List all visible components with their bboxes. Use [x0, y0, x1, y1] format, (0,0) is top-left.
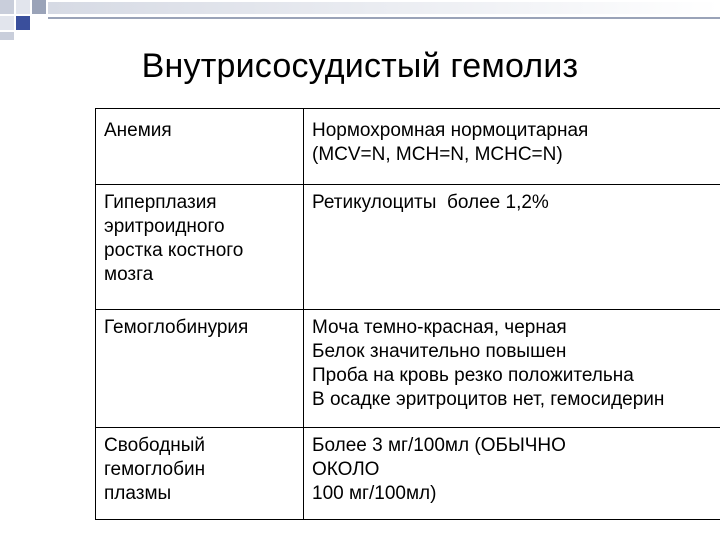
- row-label: [96, 109, 304, 185]
- row-label: [96, 184, 304, 310]
- table-row: [96, 184, 720, 310]
- slide-title: Внутрисосудистый гемолиз: [141, 47, 579, 85]
- row-label-line: эритроидного: [104, 215, 225, 237]
- table-row: [96, 428, 720, 520]
- row-label-line: Гемоглобинурия: [104, 317, 249, 339]
- row-value-line: В осадке эритроцитов нет, гемосидерин: [312, 389, 665, 411]
- row-value-line: Белок значительно повышен: [312, 341, 567, 363]
- table-row: [96, 109, 720, 185]
- row-value-line: Более 3 мг/100мл (ОБЫЧНО: [312, 435, 566, 457]
- row-label-line: ростка костного: [104, 239, 244, 261]
- row-value-line: 100 мг/100мл): [312, 483, 437, 505]
- row-value-line: Моча темно-красная, черная: [312, 317, 567, 339]
- hemolysis-table: [95, 108, 720, 520]
- row-label-line: Свободный: [104, 435, 206, 457]
- row-label-line: плазмы: [104, 483, 172, 505]
- row-label-line: мозга: [104, 263, 154, 285]
- row-value-line: Нормохромная нормоцитарная: [312, 120, 589, 141]
- row-value: [304, 184, 720, 310]
- row-value: [304, 310, 720, 428]
- row-label: [96, 428, 304, 520]
- table-row: [96, 310, 720, 428]
- slide-header-decoration: [0, 0, 720, 40]
- row-value-line: Проба на кровь резко положительна: [312, 365, 634, 387]
- row-value-line: (MCV=N, MCH=N, MCHC=N): [312, 144, 563, 165]
- row-value: [304, 109, 720, 185]
- row-value: [304, 428, 720, 520]
- row-label-line: Гиперплазия: [104, 191, 217, 213]
- row-value-line: Ретикулоциты более 1,2%: [312, 191, 549, 213]
- row-label: [96, 310, 304, 428]
- row-label-line: гемоглобин: [104, 459, 206, 481]
- row-label-line: Анемия: [104, 120, 172, 141]
- row-value-line: ОКОЛО: [312, 459, 380, 481]
